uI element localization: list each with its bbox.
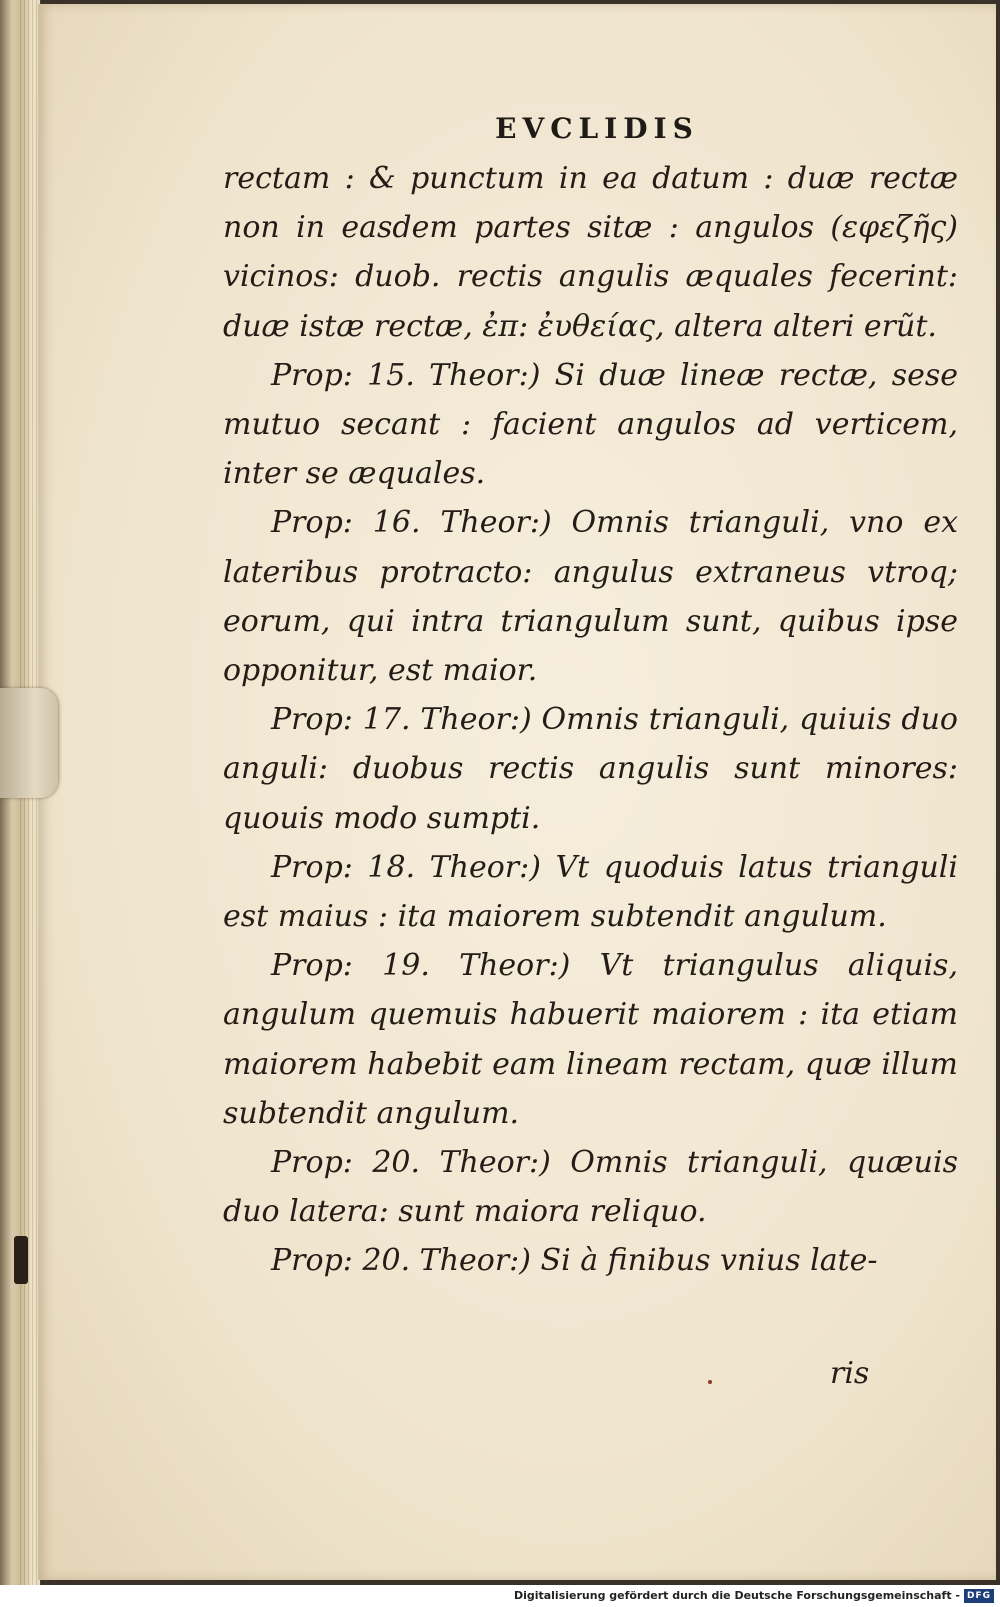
dfg-logo-icon: DFG xyxy=(964,1589,994,1603)
ink-speck xyxy=(708,1380,712,1384)
paragraph: Prop: 20. Theor:) Si à finibus vnius late- xyxy=(271,1243,878,1279)
dfg-credit: Digitalisierung gefördert durch die Deutsche Forschungsgemeinschaft - xyxy=(513,1589,960,1602)
paragraph: Prop: 16. Theor:) Omnis trianguli, vno ex lateribus protracto: angulus extraneus vtroq; eorum, qui intra triangulum sunt, quibus ipse opponitur, est maior. xyxy=(223,505,958,689)
catchword: ris xyxy=(830,1356,870,1391)
bookmark-tab xyxy=(0,688,58,798)
paragraph: rectam : & punctum in ea datum : duæ rectæ non in easdem partes sitæ : angulos (εφεζῆς) vicinos: duob. rectis angulis æquales fecerint: duæ istæ rectæ, ἐπ: ἐυθείας, altera alteri erũt. xyxy=(223,161,958,344)
running-head: EVCLIDIS xyxy=(495,112,699,145)
footer-bar xyxy=(0,1585,1000,1607)
body-text xyxy=(223,154,958,1286)
paragraph: Prop: 20. Theor:) Omnis trianguli, quæuis duo latera: sunt maiora reliquo. xyxy=(223,1145,958,1230)
paragraph: Prop: 19. Theor:) Vt triangulus aliquis, angulum quemuis habuerit maiorem : ita etiam maiorem habebit eam lineam rectam, quæ illum subtendit angulum. xyxy=(223,948,958,1131)
paragraph: Prop: 18. Theor:) Vt quoduis latus trianguli est maius : ita maiorem subtendit angulum. xyxy=(223,849,958,935)
paragraph: Prop: 15. Theor:) Si duæ lineæ rectæ, sese mutuo secant : facient angulos ad verticem, inter se æquales. xyxy=(223,357,958,492)
paragraph: Prop: 17. Theor:) Omnis trianguli, quiuis duo anguli: duobus rectis angulis sunt minores: quouis modo sumpti. xyxy=(223,702,958,836)
book-page xyxy=(38,4,996,1580)
binding-notch xyxy=(14,1236,28,1284)
